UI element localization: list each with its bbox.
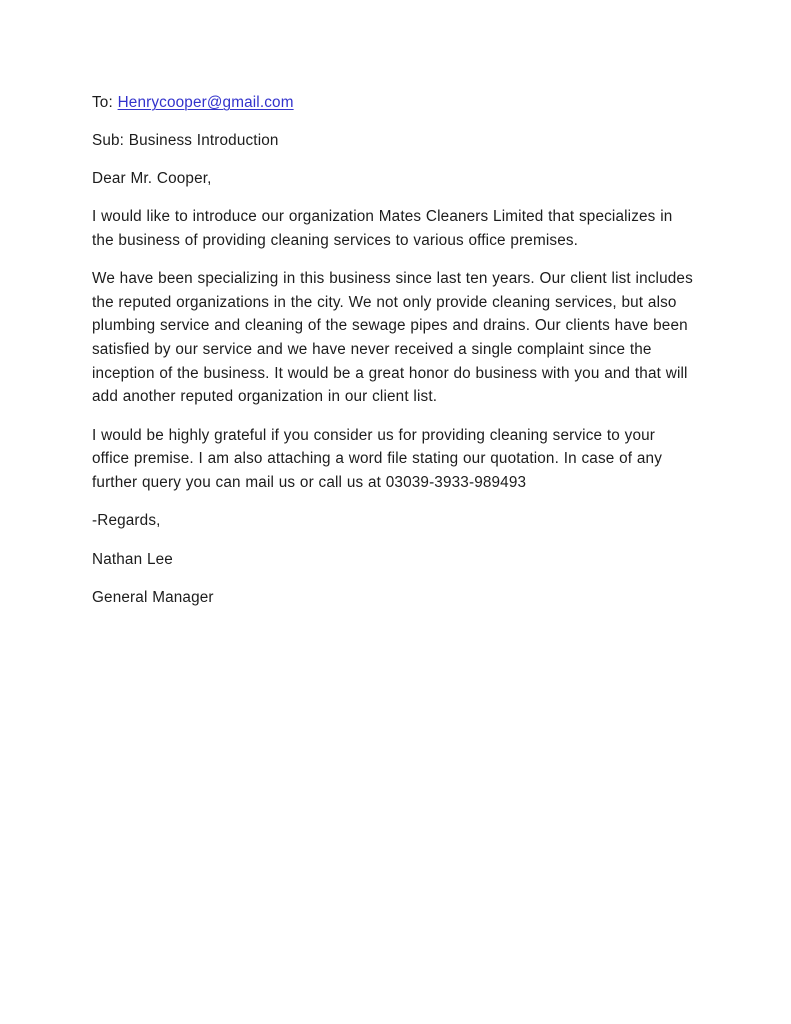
sender-name: Nathan Lee — [92, 550, 173, 568]
recipient-email-link[interactable]: Henrycooper@gmail.com — [117, 94, 294, 111]
letter-body — [92, 91, 696, 610]
body-paragraph-3: I would be highly grateful if you consider us for providing cleaning service to your office premise. I am also attaching a word file stating our quotation. In case of any further query you can mail us or call us at 03039-3933-989493 — [92, 426, 663, 491]
sender-title: General Manager — [92, 588, 214, 606]
salutation-line: Dear Mr. Cooper, — [92, 170, 212, 188]
body-paragraph-2: We have been specializing in this business since last ten years. Our client list includes the reputed organizations in the city. We not only provide cleaning services, but also plumbing service and cleaning of the sewage pipes and drains. Our clients have been satisfied by our service and we have never received a single complaint since the inception of the business. It would be a great honor do business with you and that will add another reputed organization in our client list. — [92, 270, 693, 406]
closing-regards: -Regards, — [92, 512, 161, 530]
subject-line: Sub: Business Introduction — [92, 132, 279, 150]
recipient-line — [92, 91, 696, 115]
body-paragraph-1: I would like to introduce our organization Mates Cleaners Limited that specializes in the business of providing cleaning services to various office premises. — [92, 208, 673, 249]
to-label: To: — [92, 94, 113, 111]
